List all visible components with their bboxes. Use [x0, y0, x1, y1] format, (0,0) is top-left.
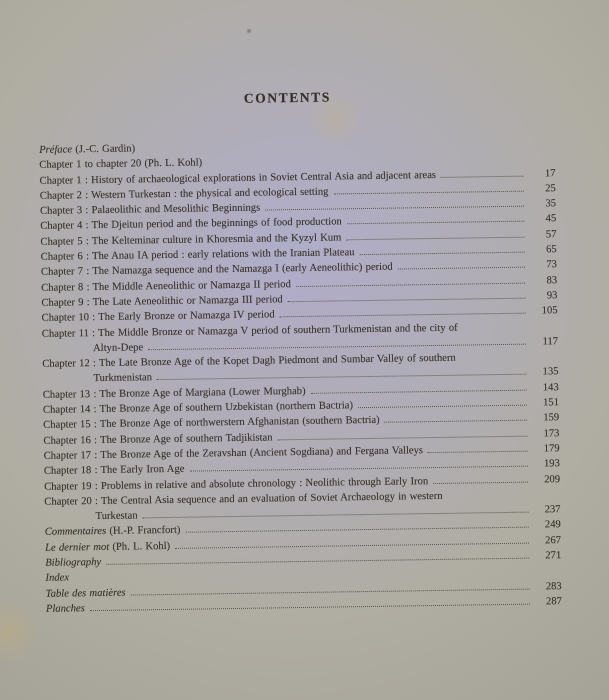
page-number: 249 [544, 519, 561, 531]
toc-entry-label: Chapter 8 : The Middle Aeneolithic or Namazga II period [41, 278, 291, 294]
dot-leader [358, 405, 527, 409]
page-number: 267 [545, 534, 562, 547]
row-spacer [458, 329, 558, 330]
toc-entry-label: Préface (J.-C. Gardin) [39, 143, 136, 156]
toc-entry-label: Chapter 7 : The Namazga sequence and the Namazga I (early Aeneolithic) period [40, 261, 393, 279]
toc-entry-label: Chapter 1 : History of archaeological explorations in Soviet Central Asia and adjacent areas [39, 169, 437, 187]
dot-leader [131, 588, 530, 595]
dot-leader [441, 175, 524, 177]
dot-leader [333, 191, 523, 195]
toc-entry-label: Altyn-Depe [93, 342, 144, 354]
dot-leader [385, 420, 528, 423]
dot-leader [106, 558, 529, 565]
row-spacer [202, 160, 555, 165]
toc-entry-label: Turkmenistan [93, 372, 153, 385]
page-number: 193 [543, 458, 560, 470]
toc-entry-label: Turkestan [95, 510, 138, 523]
page-number: 45 [545, 213, 557, 225]
toc-entry-label: Chapter 12 : The Late Bronze Age of the Kopet Dagh Piedmont and Sumbar Valley of southern [42, 352, 456, 370]
row-spacer [456, 359, 559, 361]
page-number: 17 [544, 167, 556, 179]
toc-entry-label: Commentaires (H.-P. Francfort) [44, 525, 181, 539]
table-of-contents [39, 135, 562, 617]
page-number: 135 [542, 366, 559, 378]
toc-entry-label: Chapter 2 : Western Turkestan : the physical and ecological setting [39, 186, 329, 202]
dot-leader [143, 512, 529, 519]
page-number: 179 [543, 443, 560, 455]
dot-leader [347, 221, 524, 225]
dot-leader [311, 389, 527, 393]
dot-leader [398, 267, 525, 270]
toc-entry-label: Planches [45, 603, 85, 615]
page-number: 65 [546, 244, 557, 256]
toc-entry-label: Chapter 4 : The Djeitun period and the beginnings of food production [40, 216, 342, 233]
page-number: 283 [545, 580, 562, 592]
toc-entry-label: Chapter 6 : The Anau IA period : early relations with the Iranian Plateau [40, 247, 355, 263]
page-number: 271 [545, 550, 562, 562]
dot-leader [360, 252, 525, 255]
dot-leader [157, 374, 527, 380]
page-number: 25 [545, 183, 556, 195]
toc-entry-label: Chapter 9 : The Late Aeneolithic or Namazga III period [41, 294, 283, 309]
toc-entry-label: Chapter 20 : The Central Asia sequence and an evaluation of Soviet Archaeology in western [44, 490, 443, 508]
dot-leader [265, 206, 524, 211]
toc-entry-label: Chapter 19 : Problems in relative and absolute chronology : Neolithic through Early Iron [44, 475, 429, 493]
toc-entry-label: Chapter 10 : The Early Bronze or Namazga IV period [41, 309, 275, 325]
page-number: 151 [542, 397, 560, 409]
dot-leader [189, 466, 527, 472]
toc-entry-label: Chapter 17 : The Bronze Age of the Zeravshan (Ancient Sogdiana) and Fergana Valleys [43, 445, 424, 462]
toc-entry-label: Le dernier mot (Ph. L. Kohl) [44, 540, 171, 554]
page-number: 73 [546, 259, 557, 271]
toc-entry-label: Chapter 11 : The Middle Bronze or Namazga V period of southern Turkmenistan and the city of [41, 322, 458, 340]
toc-entry-label: Chapter 1 to chapter 20 (Ph. L. Kohl) [39, 157, 203, 172]
toc-entry-label: Chapter 3 : Palaeolithic and Mesolithic Beginnings [39, 202, 261, 218]
dot-leader [175, 542, 529, 548]
dot-leader [288, 298, 526, 303]
dot-leader [185, 527, 528, 533]
dot-leader [278, 435, 528, 440]
page-number: 35 [545, 198, 557, 210]
toc-entry-label: Index [45, 572, 70, 585]
page-number: 287 [545, 596, 562, 608]
page-number: 173 [543, 427, 560, 440]
toc-entry-label: Chapter 14 : The Bronze Age of southern Uzbekistan (northern Bactria) [42, 400, 354, 416]
page-number: 209 [544, 473, 561, 485]
page-number: 159 [543, 412, 560, 424]
page-content [37, 0, 562, 617]
page-number: 117 [542, 336, 559, 348]
dot-leader [148, 344, 526, 351]
page-number: 83 [546, 274, 558, 287]
page-number: 105 [541, 305, 558, 317]
page-number: 143 [542, 381, 559, 394]
toc-entry-label: Chapter 18 : The Early Iron Age [43, 463, 185, 478]
dot-leader [433, 481, 528, 483]
dot-leader [346, 236, 524, 240]
page-number: 57 [545, 228, 557, 241]
dot-leader [90, 604, 530, 612]
toc-entry-label: Chapter 5 : The Kelteminar culture in Khoresmia and the Kyzyl Kum [40, 232, 342, 248]
toc-entry-label: Bibliography [45, 556, 102, 569]
toc-entry-label: Chapter 16 : The Bronze Age of southern Tadjikistan [43, 432, 273, 447]
dot-leader [296, 282, 525, 286]
page-number: 93 [546, 290, 558, 302]
toc-entry-label: Table des matières [45, 587, 126, 600]
row-spacer [443, 497, 561, 499]
toc-entry-label: Chapter 15 : The Bronze Age of northwerstern Afghanistan (southern Bactria) [43, 415, 380, 432]
toc-entry-label: Chapter 13 : The Bronze Age of Margiana (Lower Murghab) [42, 385, 306, 401]
dot-leader [280, 313, 526, 318]
page-title: CONTENTS [243, 89, 332, 106]
page-number: 237 [544, 504, 561, 516]
dot-leader [428, 451, 528, 453]
